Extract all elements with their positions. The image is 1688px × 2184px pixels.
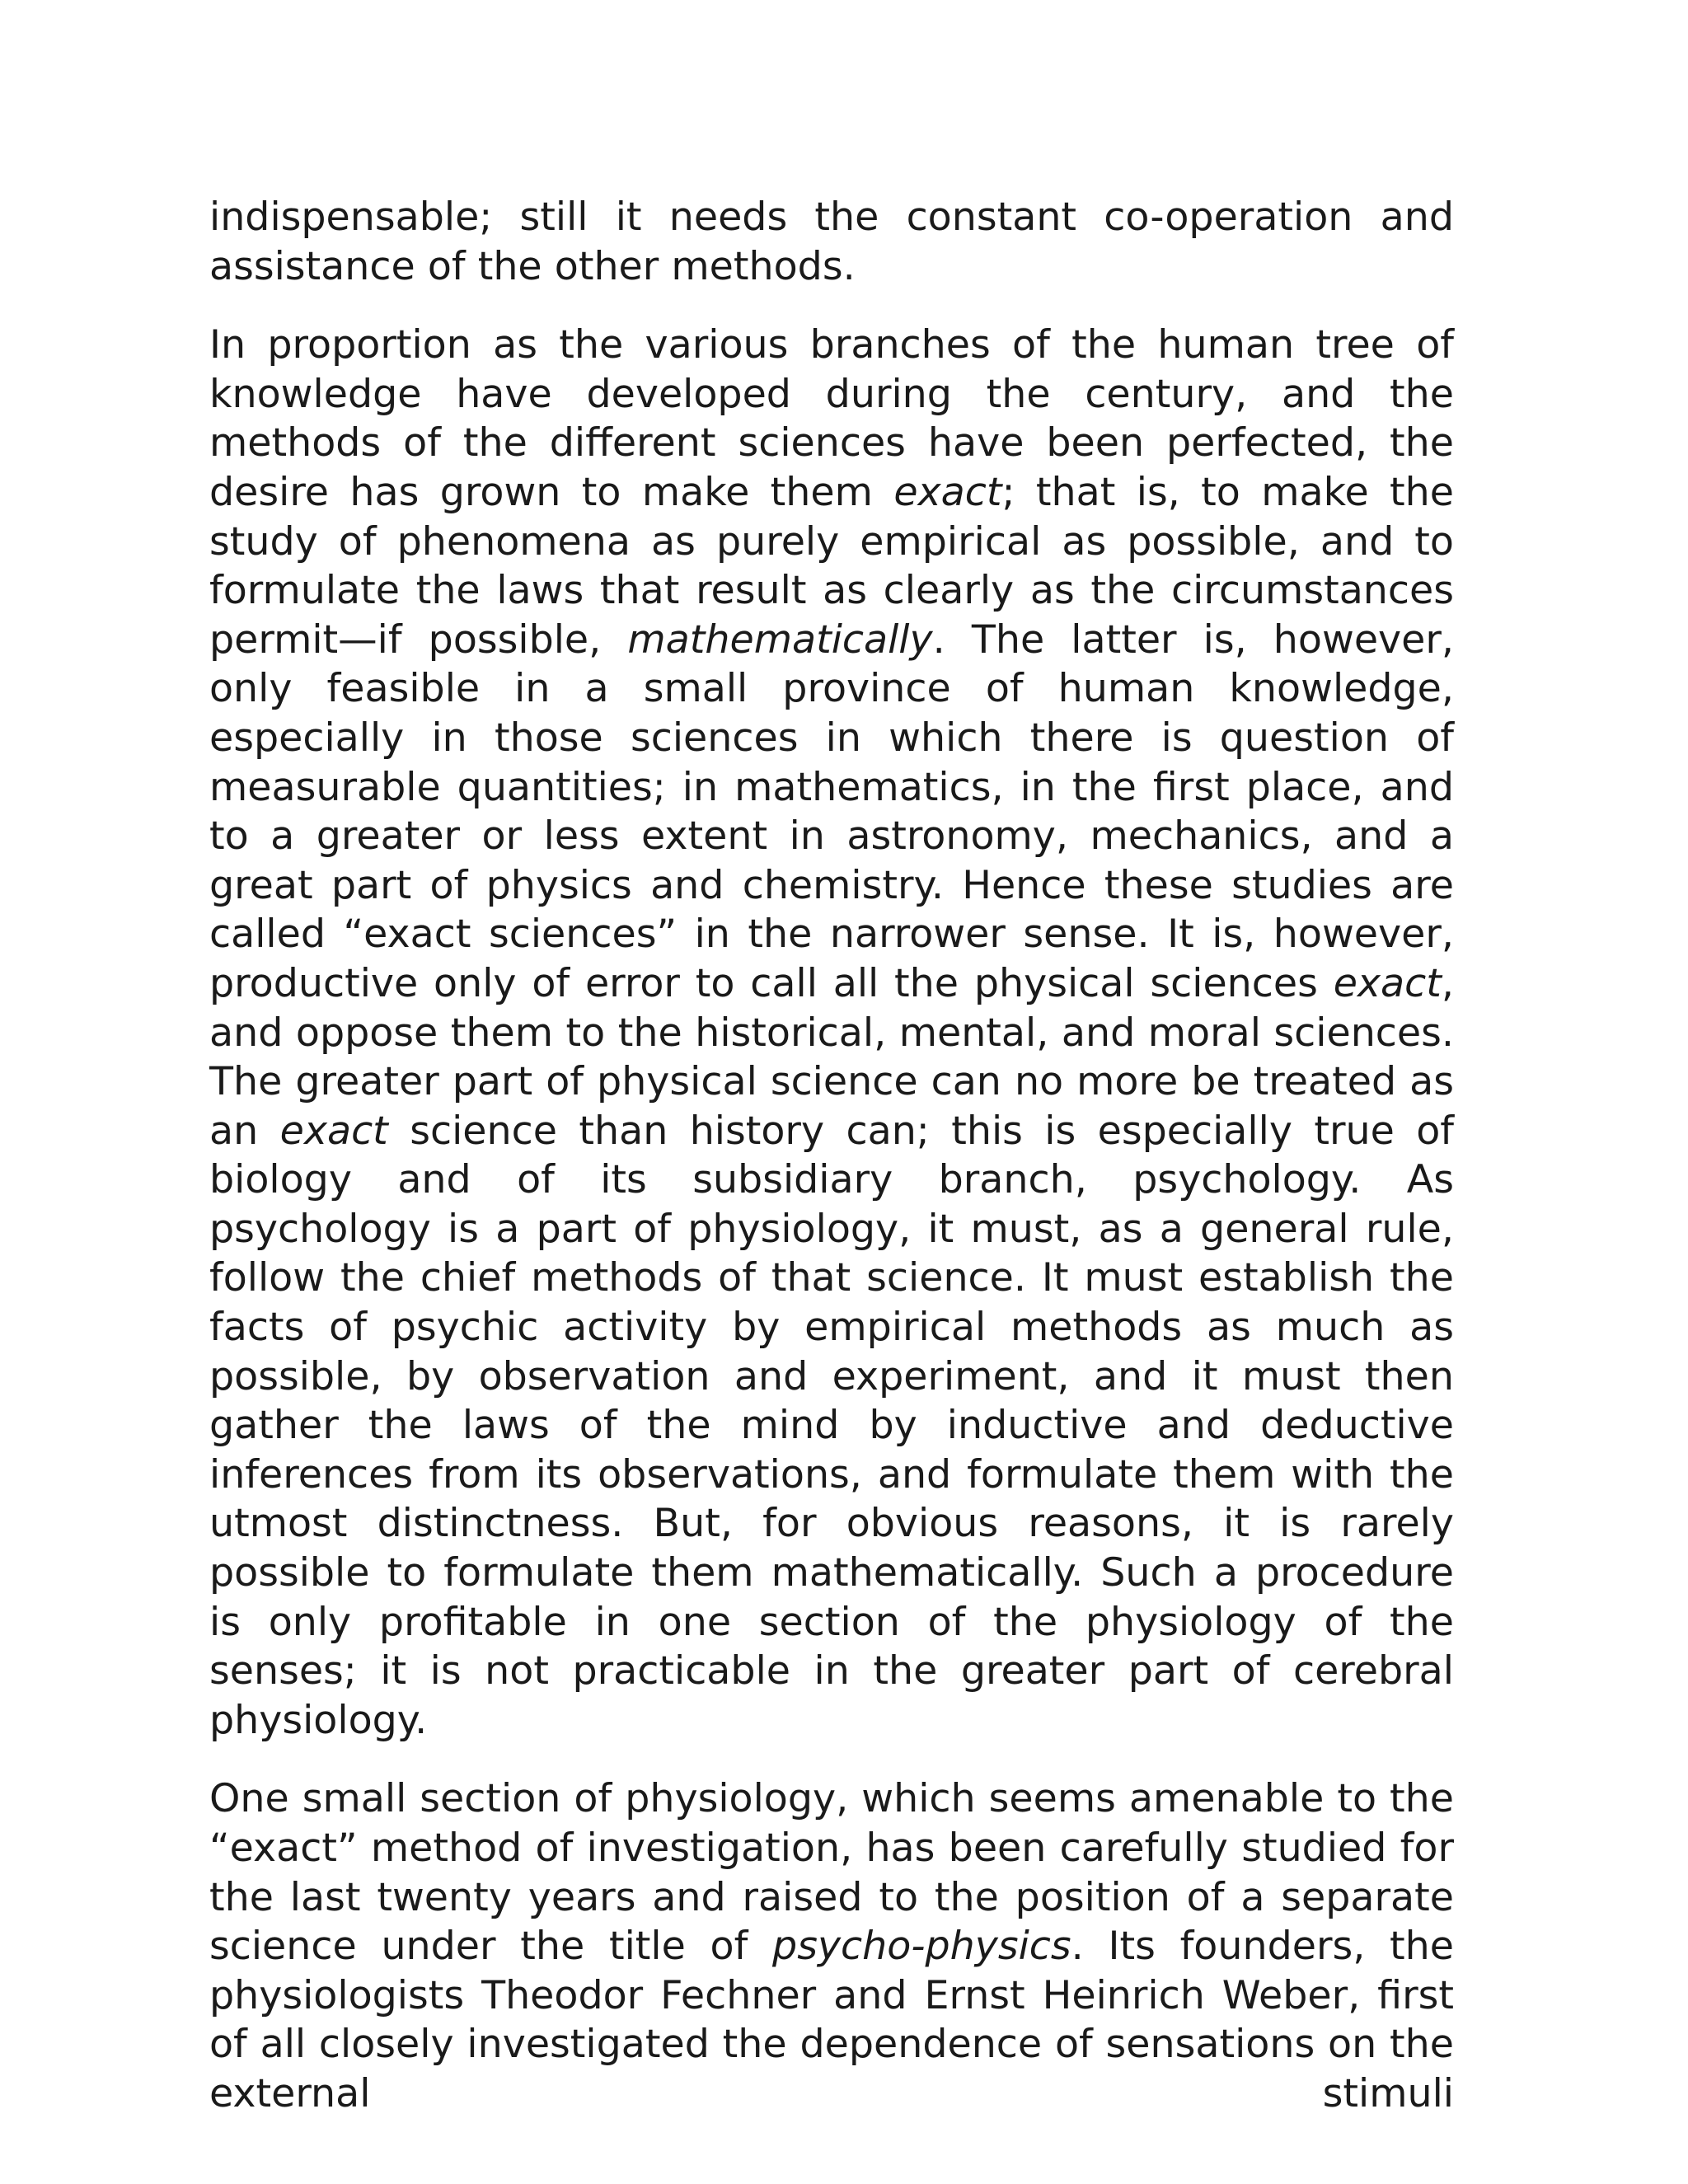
text-segment: . Its founders, the physiologists Theodor Fechner and Ernst Heinrich Weber, first of all closely investigated the dependence of sensations on the external stimuli xyxy=(209,1924,1454,2116)
text-segment: indispensable; still it needs the constant co-operation and assistance of the other methods. xyxy=(209,194,1454,289)
italic-text-segment: exact xyxy=(893,469,1002,515)
text-segment: ; that is, to make the study of phenomena as purely empirical as possible, and to formulate the laws that result as clearly as the circumstances permit—if possible, xyxy=(209,469,1455,663)
italic-text-segment: exact xyxy=(1333,960,1442,1006)
paragraph-1 xyxy=(209,193,1454,291)
italic-text-segment: psycho-physics xyxy=(772,1924,1071,1970)
text-segment: In proportion as the various branches of the human tree of knowledge have developed during the century, and the methods of the different sciences have been perfected, the desire has grown to make them xyxy=(209,322,1454,515)
paragraph-3 xyxy=(209,1774,1454,2118)
paragraph-2 xyxy=(209,321,1454,1745)
text-segment: , and oppose them to the historical, mental, and moral sciences. The greater part of physical science can no more be treated as an xyxy=(209,960,1454,1154)
text-segment: . The latter is, however, only feasible in a small province of human knowledge, especially in those sciences in which there is question of measurable quantities; in mathematics, in the first place, and to a greater or less extent in astronomy, mechanics, and a great part of physics and chemistry. Hence these studies are called “exact sciences” in the narrower sense. It is, however, productive only of error to call all the physical sciences xyxy=(209,616,1455,1006)
italic-text-segment: mathematically xyxy=(627,616,933,663)
italic-text-segment: exact xyxy=(279,1108,388,1154)
text-segment: science than history can; this is especially true of biology and of its subsidiary branch, psychology. As psychology is a part of physiology, it must, as a general rule, follow the chief methods of that science. It must establish the facts of psychic activity by empirical methods as much as possible, by observation and experiment, and it must then gather the laws of the mind by inductive and deductive inferences from its observations, and formulate them with the utmost distinctness. But, for obvious reasons, it is rarely possible to formulate them mathematically. Such a procedure is only profitable in one section of the physiology of the senses; it is not practicable in the greater part of cerebral physiology. xyxy=(209,1108,1455,1743)
page-body xyxy=(209,193,1454,2119)
text-segment: One small section of physiology, which seems amenable to the “exact” method of investigation, has been carefully studied for the last twenty years and raised to the position of a separate science under the title of xyxy=(209,1776,1454,1970)
